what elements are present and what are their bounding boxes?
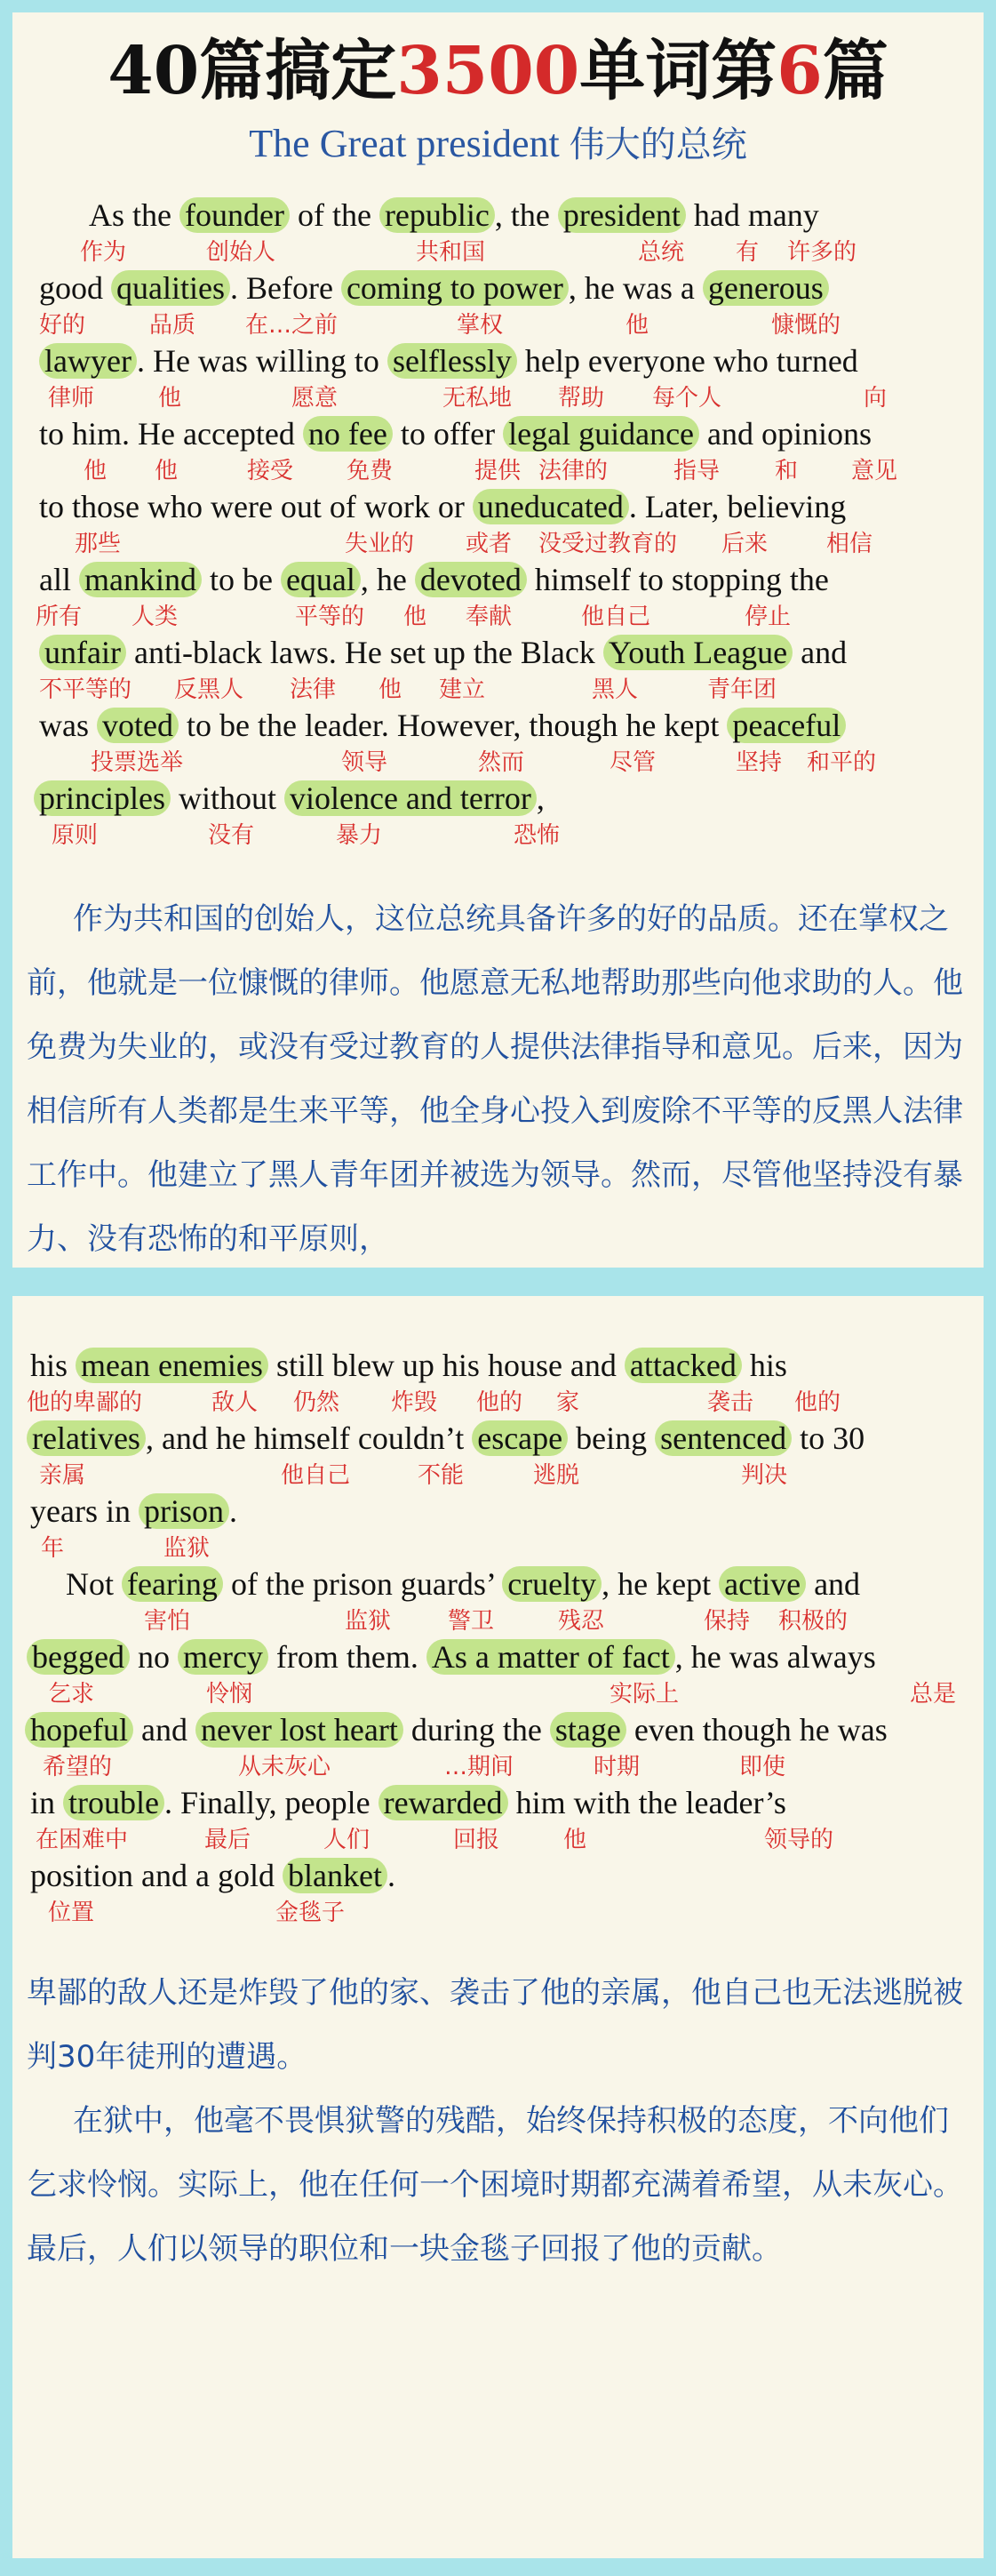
text-run: his	[30, 1348, 76, 1383]
gloss: 和	[775, 458, 799, 484]
text-run: . Before	[229, 270, 341, 306]
text-run: , and he himself couldn’t	[145, 1420, 473, 1456]
gloss: 许多的	[787, 239, 857, 266]
vocab-highlight: As a matter of fact	[426, 1639, 675, 1675]
chinese-translation: 作为共和国的创始人，这位总统具备许多的好的品质。还在掌权之前，他就是一位慷慨的律师。他愿意无私地帮助那些向他求助的人。他免费为失业的，或没有受过教育的人提供法律指导和意见。后来，因为相信所有人类都是生来平等，他全身心投入到废除不平等的反黑人法律工作中。他建立了黑人青年团并被选为领导。然而，尽管他坚持没有暴力、没有恐怖的和平原则，	[27, 901, 963, 1257]
gloss: 法律的	[538, 458, 609, 484]
gloss: 监狱	[163, 1535, 211, 1562]
text-run: and opinions	[699, 416, 872, 452]
gloss: 敌人	[211, 1389, 259, 1416]
text-run: help everyone who turned	[516, 343, 858, 379]
gloss: 仍然	[293, 1389, 340, 1416]
gloss: 逃脱	[533, 1462, 580, 1489]
english-line	[30, 1492, 237, 1531]
gloss: 提供	[474, 458, 522, 484]
english-line	[34, 779, 545, 818]
title-part: 单词第	[579, 33, 777, 109]
text-run: even though he was	[625, 1712, 888, 1748]
gloss: 害怕	[144, 1608, 191, 1635]
vocab-highlight: president	[558, 197, 686, 233]
vocab-highlight: equal	[281, 562, 361, 597]
vocab-highlight: blanket	[283, 1858, 387, 1893]
text-run: As the	[89, 197, 179, 233]
vocab-highlight: rewarded	[378, 1785, 508, 1820]
text-run: in	[30, 1785, 64, 1820]
english-line	[39, 706, 846, 745]
gloss: 人们	[323, 1827, 371, 1853]
gloss: 律师	[48, 385, 95, 412]
vocab-highlight: uneducated	[473, 489, 629, 524]
gloss: 相信	[826, 531, 873, 557]
vocab-highlight: mean enemies	[76, 1348, 268, 1383]
gloss: 尽管	[610, 749, 657, 776]
gloss: 即使	[739, 1754, 786, 1780]
gloss: 共和国	[416, 239, 486, 266]
gloss: 积极的	[778, 1608, 849, 1635]
gloss: 没有	[208, 822, 255, 849]
english-line	[39, 414, 872, 453]
text-run: to him. He accepted	[39, 416, 303, 452]
english-line	[27, 1637, 876, 1676]
vocab-highlight: unfair	[39, 635, 126, 670]
gloss: 那些	[75, 531, 122, 557]
gloss: 掌权	[457, 312, 504, 339]
chinese-translation: 在狱中，他毫不畏惧狱警的残酷，始终保持积极的态度，不向他们乞求怜悯。实际上，他在任何一个困境时期都充满着希望，从未灰心。最后，人们以领导的职位和一块金毯子回报了他的贡献。	[27, 2103, 963, 2267]
gloss: 金毯子	[275, 1900, 346, 1926]
gloss: 品质	[149, 312, 196, 339]
article-card-top	[12, 12, 984, 1268]
gloss: 停止	[745, 604, 792, 630]
text-run: from them.	[267, 1639, 426, 1675]
vocab-highlight: no fee	[303, 416, 393, 452]
gloss: 年	[41, 1535, 65, 1562]
gloss: 最后	[204, 1827, 251, 1853]
vocab-highlight: mercy	[178, 1639, 268, 1675]
text-run: . Finally, people	[164, 1785, 378, 1820]
gloss: 怜悯	[206, 1681, 253, 1708]
vocab-highlight: begged	[27, 1639, 130, 1675]
text-run: without	[170, 780, 284, 816]
gloss: 反黑人	[174, 676, 244, 703]
text-run: to offer	[392, 416, 504, 452]
english-line	[39, 560, 829, 599]
vocab-highlight: prison	[139, 1493, 229, 1529]
gloss: 后来	[721, 531, 769, 557]
vocab-highlight: selflessly	[387, 343, 517, 379]
text-run: good	[39, 270, 111, 306]
english-line	[66, 1564, 860, 1604]
english-line	[39, 633, 847, 672]
gloss: 好的	[39, 312, 86, 339]
gloss: 袭击	[707, 1389, 754, 1416]
vocab-highlight: lawyer	[39, 343, 137, 379]
gloss: 从未灰心	[238, 1754, 331, 1780]
gloss: 他	[378, 676, 402, 703]
gloss: 失业的	[345, 531, 415, 557]
text-run: .	[228, 1493, 237, 1529]
vocab-highlight: fearing	[122, 1566, 223, 1602]
text-run: him with the leader’s	[507, 1785, 786, 1820]
gloss: 他的	[794, 1389, 841, 1416]
english-line	[30, 1783, 786, 1822]
english-line	[39, 487, 846, 526]
vocab-highlight: voted	[97, 708, 179, 743]
gloss: 实际上	[610, 1681, 680, 1708]
gloss: 免费	[347, 458, 394, 484]
gloss: 向	[864, 385, 888, 412]
text-run: to be the leader. However, though he kept	[178, 708, 728, 743]
gloss: 乞求	[48, 1681, 95, 1708]
chinese-translation: 卑鄙的敌人还是炸毁了他的家、袭击了他的亲属，他自己也无法逃脱被判30年徒刑的遭遇。	[27, 1975, 963, 2075]
gloss: 他	[403, 604, 427, 630]
gloss: …期间	[444, 1754, 514, 1780]
text-run: no	[129, 1639, 178, 1675]
vocab-highlight: active	[719, 1566, 806, 1602]
gloss: 指导	[673, 458, 721, 484]
article-subtitle	[12, 119, 984, 170]
vocab-highlight: mankind	[79, 562, 202, 597]
text-run: years in	[30, 1493, 139, 1529]
vocab-highlight: founder	[179, 197, 290, 233]
vocab-highlight: qualities	[111, 270, 230, 306]
gloss: 恐怖	[514, 822, 561, 849]
title-part: 篇	[822, 33, 888, 109]
title-part: 40篇搞定	[108, 33, 397, 109]
text-run: and	[793, 635, 848, 670]
text-run: had many	[685, 197, 819, 233]
vocab-highlight: republic	[379, 197, 495, 233]
article-card-bottom	[12, 1296, 984, 2558]
vocab-highlight: attacked	[625, 1348, 742, 1383]
gloss: 他	[563, 1827, 587, 1853]
gloss: 残忍	[558, 1608, 605, 1635]
gloss: 投票选举	[91, 749, 184, 776]
gloss: 领导的	[764, 1827, 834, 1853]
gloss: 总统	[638, 239, 685, 266]
english-line	[27, 1419, 865, 1458]
text-run: of the prison guards’	[222, 1566, 503, 1602]
gloss: 愿意	[291, 385, 339, 412]
text-run: being	[568, 1420, 656, 1456]
gloss: 青年团	[707, 676, 777, 703]
gloss: 他	[155, 458, 179, 484]
gloss: 警卫	[448, 1608, 495, 1635]
text-run: himself to stopping the	[526, 562, 829, 597]
text-run: to be	[201, 562, 281, 597]
gloss: 慷慨的	[771, 312, 841, 339]
text-run: of the	[289, 197, 379, 233]
vocab-highlight: stage	[550, 1712, 626, 1748]
title-number: 6	[777, 33, 823, 109]
text-run: and	[132, 1712, 195, 1748]
vocab-highlight: peaceful	[727, 708, 846, 743]
gloss: 家	[556, 1389, 580, 1416]
text-run: position and a gold	[30, 1858, 283, 1893]
title-number: 3500	[396, 33, 580, 109]
text-run: to 30	[792, 1420, 865, 1456]
gloss: 他	[625, 312, 649, 339]
gloss: 创始人	[206, 239, 276, 266]
vocab-highlight: principles	[34, 780, 171, 816]
text-run: , he was a	[568, 270, 703, 306]
gloss: 炸毁	[391, 1389, 438, 1416]
text-run: was	[39, 708, 97, 743]
gloss: 他的卑鄙的	[27, 1389, 143, 1416]
english-line	[30, 1856, 395, 1895]
gloss: 原则	[52, 822, 99, 849]
vocab-highlight: Youth League	[603, 635, 793, 670]
gloss: 在…之前	[245, 312, 339, 339]
text-run: anti-black laws. He set up the Black	[125, 635, 603, 670]
subtitle-english: The Great president	[249, 122, 570, 165]
gloss: 有	[736, 239, 760, 266]
gloss: 总是	[910, 1681, 957, 1708]
english-line	[25, 1710, 888, 1749]
gloss: 意见	[851, 458, 898, 484]
text-run: , the	[494, 197, 558, 233]
gloss: 亲属	[39, 1462, 86, 1489]
text-run: .	[386, 1858, 395, 1893]
gloss: 或者	[466, 531, 513, 557]
gloss: 他自己	[581, 604, 651, 630]
vocab-highlight: legal guidance	[503, 416, 699, 452]
text-run: . He was willing to	[136, 343, 387, 379]
gloss: 暴力	[336, 822, 383, 849]
text-run: his	[741, 1348, 787, 1383]
text-run: , he was always	[674, 1639, 876, 1675]
gloss: 人类	[131, 604, 179, 630]
gloss: 建立	[439, 676, 486, 703]
vocab-highlight: sentenced	[655, 1420, 792, 1456]
gloss: 和平的	[807, 749, 877, 776]
vocab-highlight: cruelty	[502, 1566, 602, 1602]
gloss: 他自己	[281, 1462, 351, 1489]
text-run: , he	[360, 562, 415, 597]
text-run: Not	[66, 1566, 122, 1602]
english-line	[30, 1346, 787, 1385]
subtitle-chinese: 伟大的总统	[569, 124, 747, 165]
vocab-highlight: relatives	[27, 1420, 146, 1456]
vocab-highlight: coming to power	[341, 270, 569, 306]
text-run: still blew up his house and	[267, 1348, 625, 1383]
vocab-highlight: never lost heart	[195, 1712, 403, 1748]
vocab-highlight: escape	[472, 1420, 568, 1456]
gloss: 接受	[247, 458, 294, 484]
text-run: to those who were out of work or	[39, 489, 473, 524]
gloss: 判决	[741, 1462, 788, 1489]
vocab-highlight: violence and terror	[284, 780, 537, 816]
gloss: 然而	[478, 749, 525, 776]
gloss: 不平等的	[39, 676, 132, 703]
text-run: ,	[536, 780, 545, 816]
text-run: all	[39, 562, 79, 597]
vocab-highlight: trouble	[63, 1785, 164, 1820]
gloss: 位置	[48, 1900, 95, 1926]
gloss: 作为	[80, 239, 127, 266]
gloss: 他	[84, 458, 108, 484]
gloss: 希望的	[43, 1754, 113, 1780]
gloss: 平等的	[295, 604, 365, 630]
gloss: 监狱	[345, 1608, 392, 1635]
gloss: 不能	[418, 1462, 465, 1489]
gloss: 他的	[476, 1389, 523, 1416]
gloss: 回报	[453, 1827, 500, 1853]
vocab-highlight: hopeful	[25, 1712, 133, 1748]
gloss: 法律	[290, 676, 337, 703]
gloss: 他	[158, 385, 182, 412]
english-line	[89, 196, 819, 235]
gloss: 黑人	[592, 676, 639, 703]
text-run: , he kept	[602, 1566, 720, 1602]
gloss: 奉献	[466, 604, 513, 630]
gloss: 时期	[594, 1754, 641, 1780]
gloss: 帮助	[558, 385, 605, 412]
text-run: and	[806, 1566, 861, 1602]
gloss: 所有	[36, 604, 83, 630]
text-run: . Later, believing	[628, 489, 847, 524]
gloss: 没受过教育的	[538, 531, 678, 557]
gloss: 无私地	[442, 385, 513, 412]
english-line	[39, 341, 858, 380]
vocab-highlight: devoted	[415, 562, 527, 597]
text-run: during the	[402, 1712, 550, 1748]
vocab-highlight: generous	[703, 270, 829, 306]
gloss: 保持	[704, 1608, 751, 1635]
gloss: 每个人	[652, 385, 722, 412]
gloss: 在困难中	[36, 1827, 129, 1853]
page-title	[12, 30, 984, 112]
gloss: 坚持	[736, 749, 783, 776]
gloss: 领导	[341, 749, 388, 776]
english-line	[39, 268, 829, 308]
